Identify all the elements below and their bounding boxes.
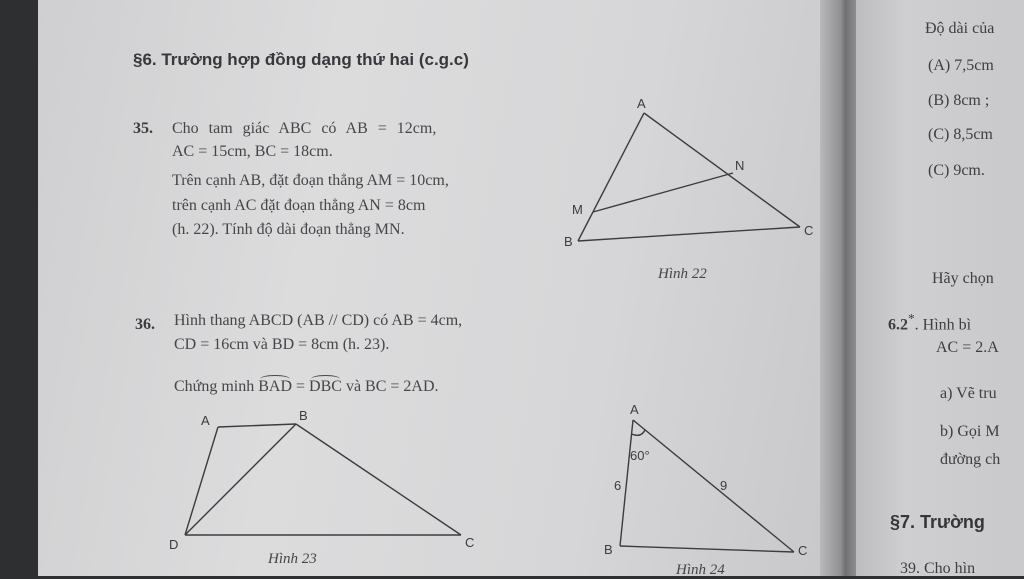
label-m: M <box>572 202 583 217</box>
figure-24-caption: Hình 24 <box>676 562 725 578</box>
part-b: b) Gọi M <box>940 423 1000 440</box>
problem-35-line-1: Cho tam giác ABC có AB = 12cm, <box>172 120 437 137</box>
prove-suffix: và BC = 2AD. <box>345 378 439 395</box>
part-a: a) Vẽ tru <box>940 385 997 402</box>
figure-22-caption: Hình 22 <box>658 266 707 282</box>
problem-35-line-4: trên cạnh AC đặt đoạn thẳng AN = 8cm <box>172 197 426 214</box>
angle-label: 60° <box>630 448 650 463</box>
problem-36-line-1: Hình thang ABCD (AB // CD) có AB = 4cm, <box>174 312 463 329</box>
side-ac-length: 9 <box>720 478 728 493</box>
figure-23-caption: Hình 23 <box>268 551 317 567</box>
option-b: (B) 8cm ; <box>928 92 990 109</box>
label-b: B <box>564 234 573 249</box>
left-page <box>38 0 830 576</box>
label-a: A <box>630 402 639 417</box>
exercise-6-2-star: * <box>908 311 915 326</box>
problem-39-start: 39. Cho hìn <box>900 560 976 576</box>
side-bc <box>620 546 794 552</box>
section-6-title: §6. Trường hợp đồng dạng thứ hai (c.g.c) <box>133 50 469 69</box>
part-b-line-2: đường ch <box>940 451 1001 468</box>
exercise-6-2 <box>888 311 971 334</box>
label-n: N <box>735 158 745 173</box>
problem-35-line-3: Trên cạnh AB, đặt đoạn thẳng AM = 10cm, <box>172 172 449 189</box>
label-b: B <box>299 408 308 423</box>
problem-36-prove <box>174 378 439 396</box>
problem-35-number: 35. <box>133 120 153 137</box>
right-page <box>856 0 1024 576</box>
option-c: (C) 8,5cm <box>928 126 993 143</box>
label-c: C <box>798 543 808 558</box>
problem-36-number: 36. <box>135 316 155 333</box>
option-d: (C) 9cm. <box>928 162 985 179</box>
side-ab-length: 6 <box>614 478 622 493</box>
problem-35-line-2: AC = 15cm, BC = 18cm. <box>172 143 333 160</box>
section-7-title: §7. Trường <box>890 512 985 532</box>
label-c: C <box>465 535 475 550</box>
side-ab <box>620 420 633 546</box>
question-text: Độ dài của <box>925 20 995 37</box>
figure-24 <box>598 400 838 576</box>
label-a: A <box>637 96 646 111</box>
angle-arc <box>632 430 645 435</box>
angle-bad: BAD <box>258 378 293 395</box>
side-ab <box>218 424 296 427</box>
figure-23 <box>163 405 493 555</box>
exercise-6-2-number: 6.2 <box>888 316 908 334</box>
choose-text: Hãy chọn <box>932 270 994 287</box>
side-ab <box>578 113 644 241</box>
label-d: D <box>169 537 179 552</box>
side-bc <box>578 227 800 241</box>
equals-sign: = <box>296 378 306 395</box>
exercise-6-2-line-2: AC = 2.A <box>936 339 999 356</box>
side-ac <box>633 420 794 552</box>
figure-22 <box>563 90 823 290</box>
label-b: B <box>604 542 613 557</box>
problem-35-line-5: (h. 22). Tính độ dài đoạn thẳng MN. <box>172 221 405 238</box>
side-ac <box>644 113 800 227</box>
label-a: A <box>201 413 210 428</box>
angle-dbc: DBC <box>309 378 342 395</box>
exercise-6-2-text: . Hình bì <box>914 316 972 334</box>
option-a: (A) 7,5cm <box>928 57 994 74</box>
label-c: C <box>804 223 814 238</box>
problem-36-line-2: CD = 16cm và BD = 8cm (h. 23). <box>174 336 390 353</box>
segment-mn <box>593 173 733 212</box>
side-bc <box>296 424 461 535</box>
prove-prefix: Chứng minh <box>174 378 255 395</box>
